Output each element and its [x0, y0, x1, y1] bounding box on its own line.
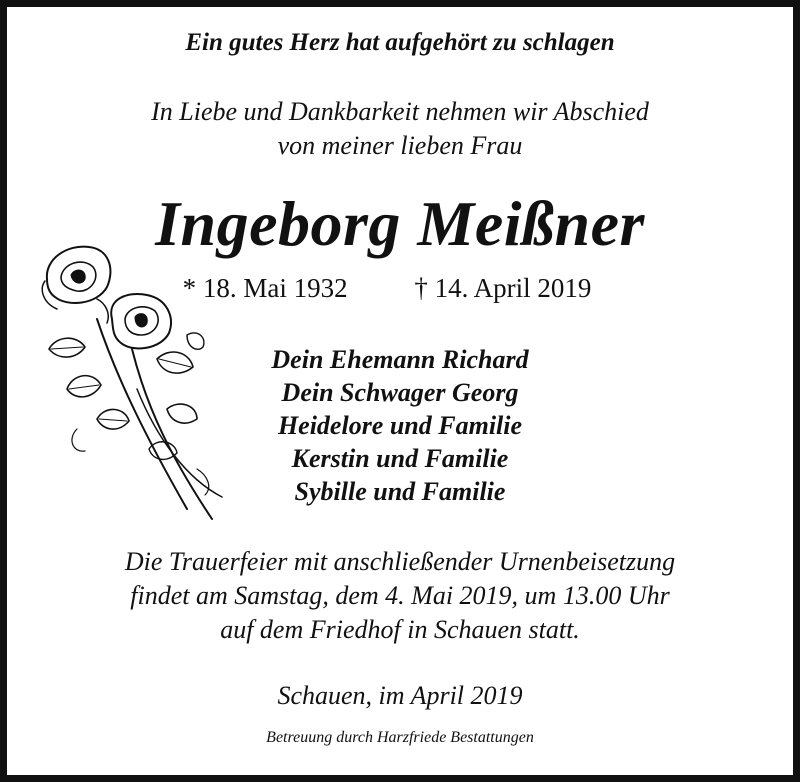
service-line-1: Die Trauerfeier mit anschließender Urnenbeisetzung [124, 547, 676, 576]
headline: Ein gutes Herz hat aufgehört zu schlagen [185, 29, 615, 56]
mourner-line: Heidelore und Familie [277, 411, 523, 440]
farewell-line-1: In Liebe und Dankbarkeit nehmen wir Abschied [151, 97, 649, 126]
deceased-name: Ingeborg Meißner [155, 188, 645, 259]
service-line-3: auf dem Friedhof in Schauen statt. [220, 615, 580, 644]
birth-date: * 18. Mai 1932 [182, 273, 348, 303]
mourner-line: Kerstin und Familie [291, 444, 509, 473]
service-line-2: findet am Samstag, dem 4. Mai 2019, um 13.00 Uhr [130, 581, 670, 610]
rose-icon [37, 239, 227, 529]
farewell-line-2: von meiner lieben Frau [277, 131, 523, 160]
mourner-line: Sybille und Familie [294, 477, 506, 506]
mourner-line: Dein Schwager Georg [281, 378, 519, 407]
mourner-line: Dein Ehemann Richard [271, 345, 529, 374]
death-date: † 14. April 2019 [414, 273, 592, 303]
place-date: Schauen, im April 2019 [277, 681, 523, 710]
undertaker-credit: Betreuung durch Harzfriede Bestattungen [266, 729, 534, 746]
